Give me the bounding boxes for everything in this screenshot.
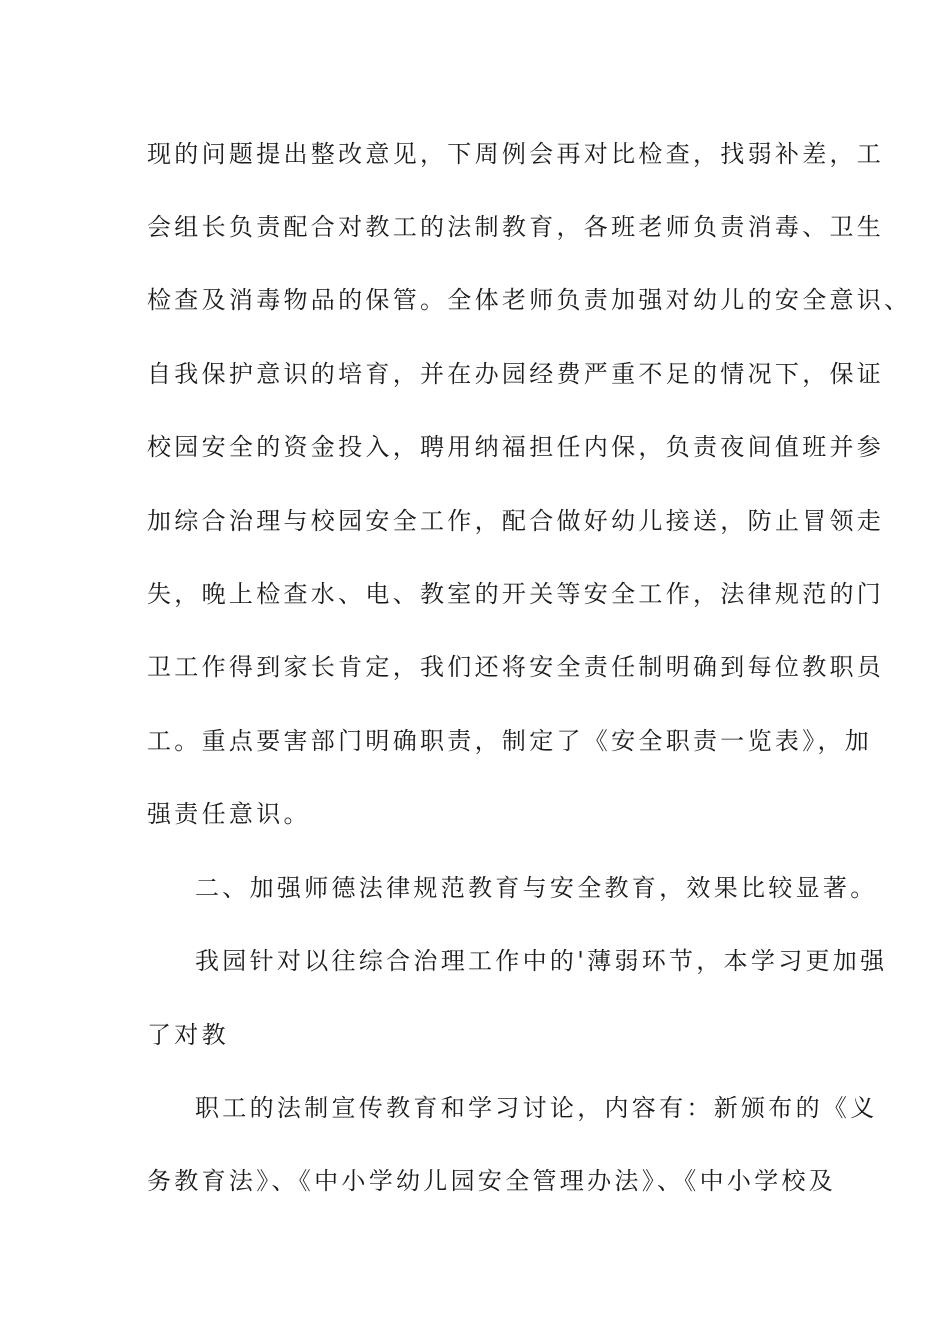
paragraph-line: 了对教	[147, 1021, 229, 1049]
paragraph-line: 失，晚上检查水、电、教室的开关等安全工作，法律规范的门	[147, 580, 885, 608]
paragraph-line: 会组长负责配合对教工的法制教育，各班老师负责消毒、卫生	[147, 213, 885, 241]
paragraph-line: 检查及消毒物品的保管。全体老师负责加强对幼儿的安全意识、	[147, 286, 912, 314]
paragraph-line: 我园针对以往综合治理工作中的'薄弱环节，本学习更加强	[195, 947, 888, 975]
paragraph-line: 强责任意识。	[147, 800, 311, 828]
paragraph-line: 校园安全的资金投入，聘用纳福担任内保，负责夜间值班并参	[147, 433, 885, 461]
paragraph-line: 自我保护意识的培育，并在办园经费严重不足的情况下，保证	[147, 360, 885, 388]
paragraph-line: 现的问题提出整改意见，下周例会再对比检查，找弱补差，工	[147, 140, 885, 168]
paragraph-line: 务教育法》、《中小学幼儿园安全管理办法》、《中小学校及	[147, 1167, 837, 1195]
section-heading: 二、加强师德法律规范教育与安全教育，效果比较显著。	[195, 874, 878, 902]
paragraph-line: 卫工作得到家长肯定，我们还将安全责任制明确到每位教职员	[147, 653, 885, 681]
paragraph-line: 职工的法制宣传教育和学习讨论，内容有：新颁布的《义	[195, 1094, 878, 1122]
paragraph-line: 工。重点要害部门明确职责，制定了《安全职责一览表》，加	[147, 727, 873, 755]
paragraph-line: 加综合治理与校园安全工作，配合做好幼儿接送，防止冒领走	[147, 507, 885, 535]
